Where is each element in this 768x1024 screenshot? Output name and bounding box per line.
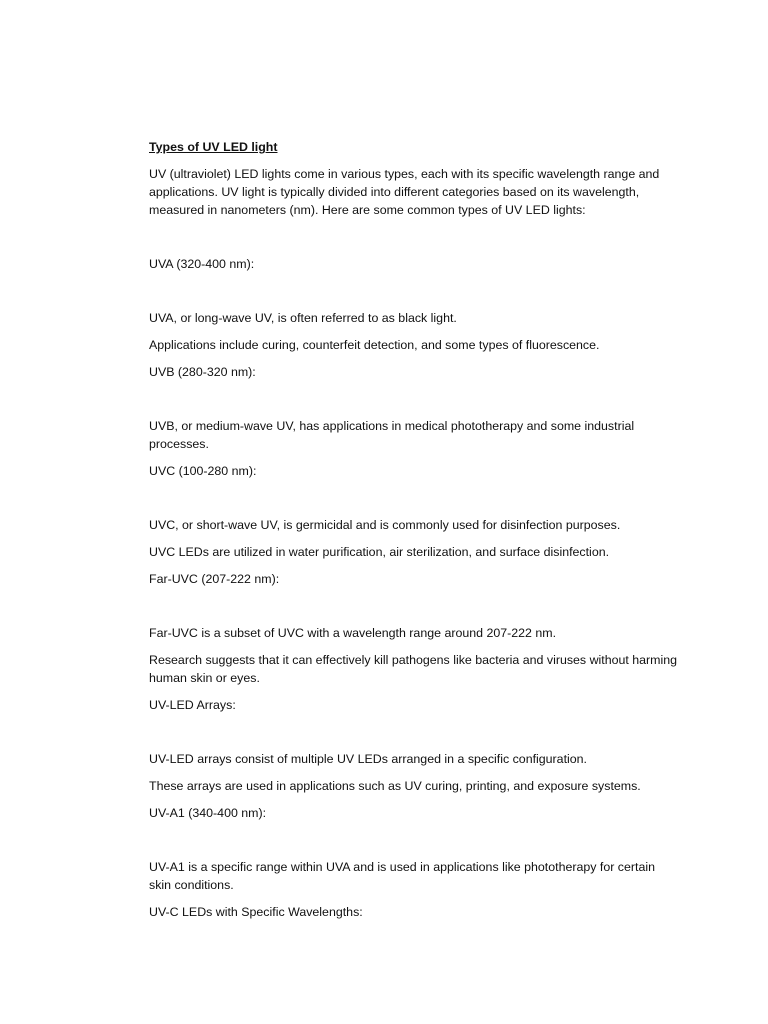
section-heading-uva: UVA (320-400 nm): (149, 257, 255, 271)
section-heading-uvb: UVB (280-320 nm): (149, 365, 256, 379)
paragraph-uvb-description: UVB, or medium-wave UV, has applications in medical phototherapy and some industrial processes. (149, 419, 635, 451)
paragraph-uvc-description: UVC, or short-wave UV, is germicidal and is commonly used for disinfection purposes. (149, 518, 621, 532)
intro-paragraph: UV (ultraviolet) LED lights come in various types, each with its specific wavelength range and applications. UV light is typically divided into different categories based on its wavelength, measured in nanometers (nm). Here are some common types of UV LED lights: (149, 167, 660, 217)
section-heading-uv-c-leds: UV-C LEDs with Specific Wavelengths: (149, 905, 363, 919)
section-heading-far-uvc: Far-UVC (207-222 nm): (149, 572, 280, 586)
section-heading-uv-led-arrays: UV-LED Arrays: (149, 698, 236, 712)
document-title: Types of UV LED light (149, 140, 278, 154)
paragraph-arrays-description: UV-LED arrays consist of multiple UV LEDs arranged in a specific configuration. (149, 752, 587, 766)
paragraph-uv-a1-description: UV-A1 is a specific range within UVA and is used in applications like phototherapy for certain skin conditions. (149, 860, 655, 892)
paragraph-arrays-applications: These arrays are used in applications such as UV curing, printing, and exposure systems. (149, 779, 641, 793)
document-body (149, 138, 679, 930)
paragraph-uva-applications: Applications include curing, counterfeit detection, and some types of fluorescence. (149, 338, 600, 352)
section-heading-uv-a1: UV-A1 (340-400 nm): (149, 806, 267, 820)
paragraph-far-uvc-description: Far-UVC is a subset of UVC with a wavelength range around 207-222 nm. (149, 626, 557, 640)
paragraph-uva-description: UVA, or long-wave UV, is often referred to as black light. (149, 311, 457, 325)
paragraph-far-uvc-research: Research suggests that it can effectively kill pathogens like bacteria and viruses without harming human skin or eyes. (149, 653, 678, 685)
section-heading-uvc: UVC (100-280 nm): (149, 464, 257, 478)
paragraph-uvc-applications: UVC LEDs are utilized in water purification, air sterilization, and surface disinfection. (149, 545, 610, 559)
